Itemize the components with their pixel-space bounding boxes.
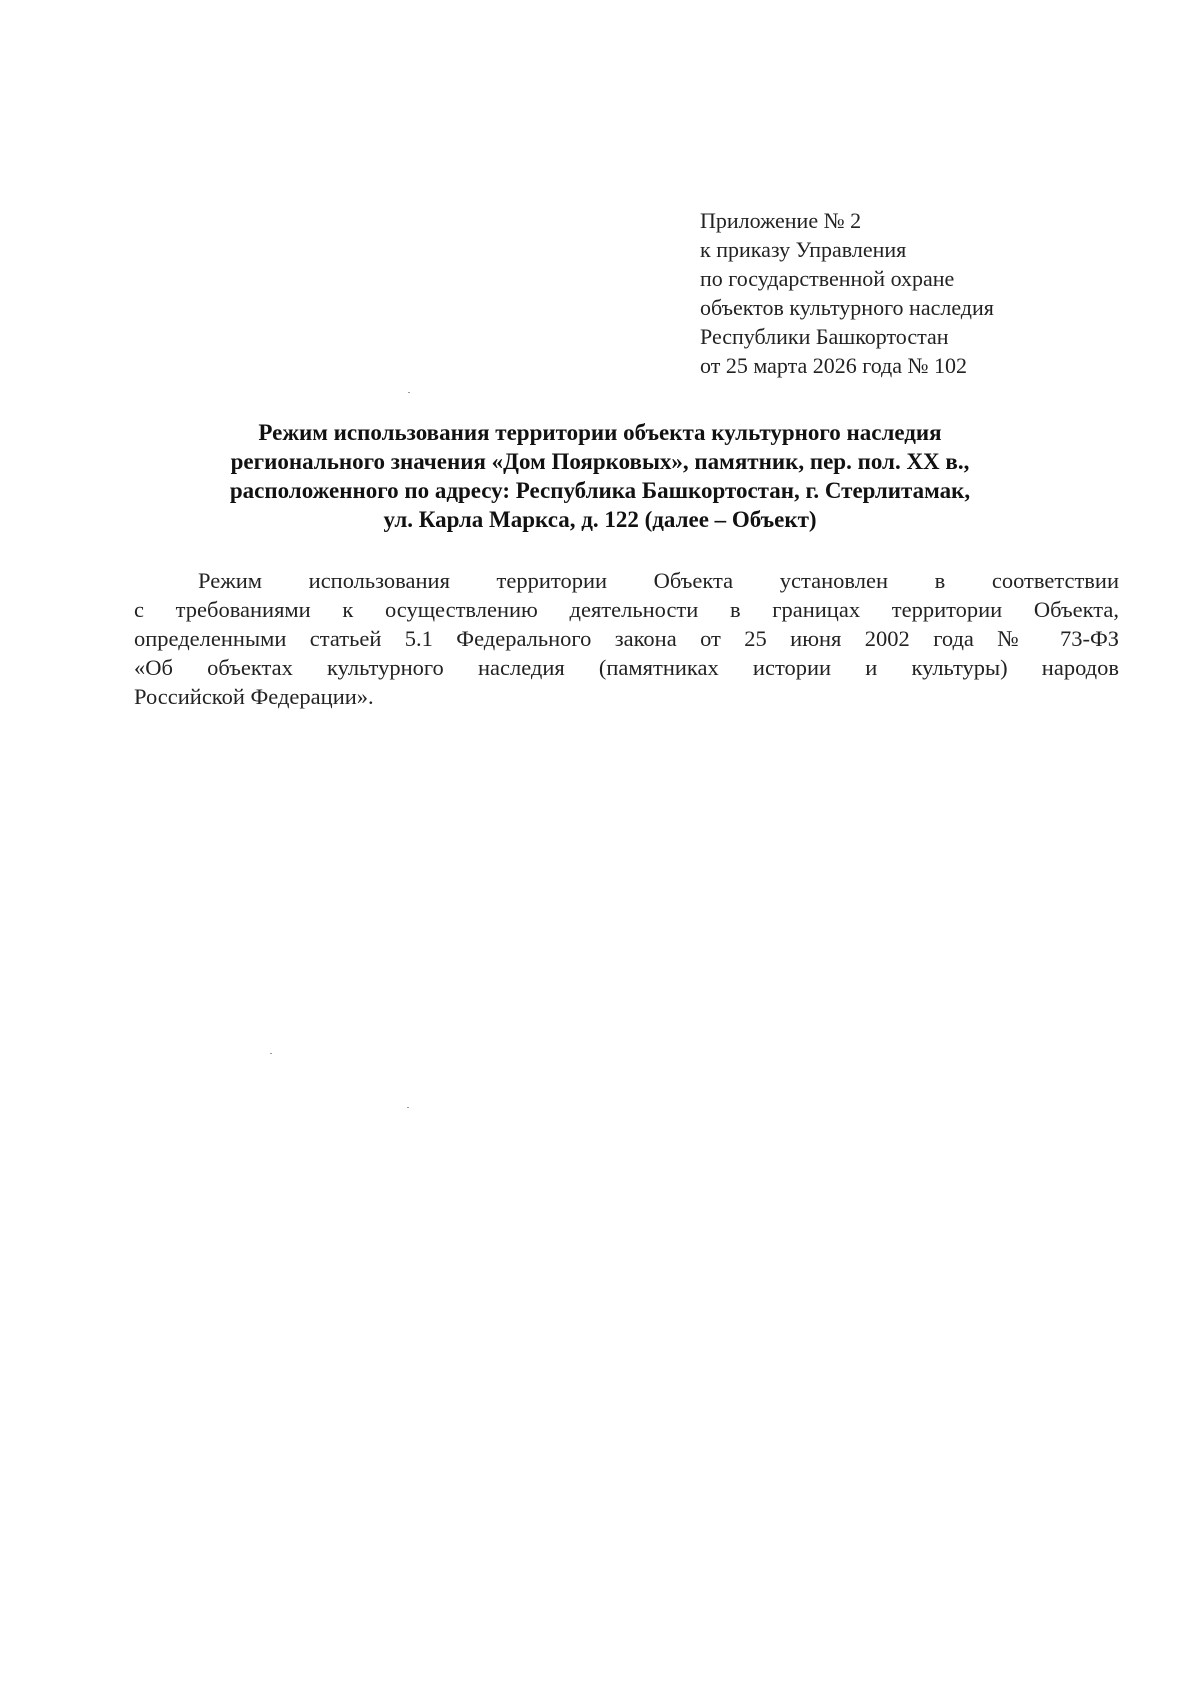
body-line-5: Российской Федерации». <box>134 684 374 709</box>
body-line-3: определенными статьей 5.1 Федерального закона от 25 июня 2002 года № 73-ФЗ <box>134 626 1119 651</box>
appendix-date: от 25 марта 2026 года № 102 <box>700 353 968 378</box>
appendix-authority-line-3: Республики Башкортостан <box>700 324 949 349</box>
appendix-order-ref: к приказу Управления <box>700 237 907 262</box>
title-line-2: регионального значения «Дом Поярковых», памятник, пер. пол. XX в., <box>230 449 970 474</box>
document-title <box>130 418 1070 534</box>
appendix-header <box>700 206 1160 380</box>
scan-speck <box>407 1107 409 1108</box>
appendix-authority-line-1: по государственной охране <box>700 266 955 291</box>
appendix-authority-line-2: объектов культурного наследия <box>700 295 994 320</box>
body-paragraph <box>134 566 1119 711</box>
title-line-4: ул. Карла Маркса, д. 122 (далее – Объект) <box>383 507 817 532</box>
body-line-4: «Об объектах культурного наследия (памятниках истории и культуры) народов <box>134 655 1119 680</box>
body-line-2: с требованиями к осуществлению деятельности в границах территории Объекта, <box>134 597 1119 622</box>
title-line-1: Режим использования территории объекта культурного наследия <box>258 420 942 445</box>
title-line-3: расположенного по адресу: Республика Башкортостан, г. Стерлитамак, <box>229 478 971 503</box>
body-line-1: Режим использования территории Объекта установлен в соответствии <box>198 568 1119 593</box>
appendix-number: Приложение № 2 <box>700 208 862 233</box>
scan-speck <box>408 392 410 393</box>
scan-speck <box>270 1053 272 1054</box>
